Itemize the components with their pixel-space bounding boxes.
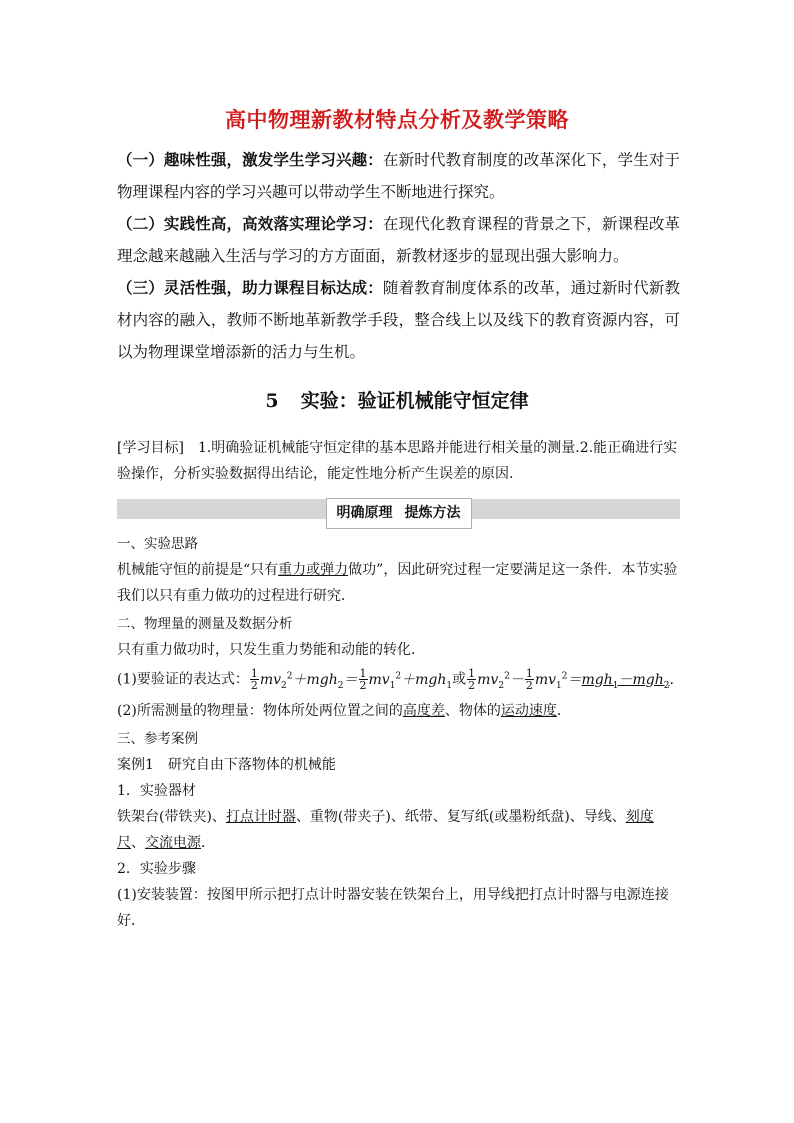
formula-expression: $\frac{1}{2}$ $mv_2^2+mgh_2=$ $\frac{1}{2}$ $mv_1^2+mgh_1$: [250, 667, 453, 693]
text-run: 、: [131, 835, 145, 852]
intro-lead: （三）灵活性强，助力课程目标达成：: [117, 279, 383, 297]
text-run: ．: [201, 835, 215, 852]
text-run: 机械能守恒的前提是“只有: [117, 562, 279, 578]
learning-goals: [117, 435, 680, 487]
heading-3: 三、参考案例: [117, 731, 198, 748]
heading-1: 一、实验思路: [117, 536, 198, 552]
intro-lead: （二）实践性高，高效落实理论学习：: [117, 215, 383, 233]
intro-lead: （一）趣味性强，激发学生学习兴趣：: [117, 151, 383, 169]
paragraph-3: [117, 698, 680, 724]
underlined-term: 重力或弹力: [278, 562, 349, 578]
formula-label: (1)要验证的表达式：: [117, 671, 249, 688]
intro-text: 随着教育制度体系的改革，通过新时代新教材内容的融入，教师不断地革新教学手段，整合线上以及线下的教育资源内容，可以为物理课堂增添新的活力与生机。: [117, 279, 680, 361]
page-title: 高中物理新教材特点分析及教学策略: [225, 108, 569, 132]
text-run: 、物体的: [444, 703, 501, 720]
section-heading: [0, 386, 794, 413]
text-run: 铁架台(带铁夹)、: [117, 809, 226, 826]
text-run: 做功”，因此研究过程一定要满足这一条件．本节实验我们以只有重力做功的过程进行研究．: [117, 562, 678, 604]
banner-label: [326, 498, 472, 529]
step-1: (1)安装装置：按图甲所示把打点计时器安装在铁架台上，用导线把打点计时器与电源连接好．: [117, 887, 669, 930]
underlined-term: 运动速度: [500, 703, 557, 720]
text-run: (2)所需测量的物理量：物体所处两位置之间的: [117, 703, 403, 720]
underlined-term: 高度差: [402, 703, 445, 720]
intro-section: [117, 144, 680, 368]
underlined-term: 交流电源: [145, 835, 201, 852]
step-heading-2: 2．实验步骤: [117, 861, 196, 878]
step-heading-1: 1．实验器材: [117, 783, 196, 800]
underlined-term: 打点计时器: [225, 809, 296, 826]
section-title-text: 实验：验证机械能守恒定律: [300, 390, 529, 412]
case-title: 案例1 研究自由下落物体的机械能: [117, 757, 336, 774]
principle-banner: [117, 499, 680, 519]
intro-item: [117, 144, 680, 208]
text-run: ．: [556, 703, 571, 720]
intro-item: [117, 272, 680, 368]
underlined-term: 刻度尺: [117, 809, 654, 852]
banner-left: 明确原理: [336, 505, 393, 521]
paragraph-1: [117, 557, 680, 609]
equipment-list: [117, 804, 680, 856]
formula-or: 或: [452, 671, 467, 688]
goals-text: 1.明确验证机械能守恒定律的基本思路并能进行相关量的测量.2.能正确进行实验操作，分析实验数据得出结论，能定性地分析产生误差的原因.: [117, 440, 678, 482]
banner-right: 提炼方法: [404, 505, 461, 521]
formula-expression-alt: $\frac{1}{2}$ $mv_2^2-$ $\frac{1}{2}$ $mv_1^2=mgh_1-mgh_2$.: [468, 667, 674, 693]
heading-2: 二、物理量的测量及数据分析: [117, 616, 293, 632]
section-number: 5: [265, 390, 279, 412]
intro-item: [117, 208, 680, 272]
lesson-body: [117, 435, 680, 934]
goals-label: [学习目标]: [117, 440, 184, 456]
formula-line: [117, 663, 680, 698]
paragraph-2: 只有重力做功时，只发生重力势能和动能的转化．: [117, 642, 425, 658]
intro-text: 在新时代教育制度的改革深化下，学生对于物理课程内容的学习兴趣可以带动学生不断地进行探究。: [117, 151, 680, 201]
intro-text: 在现代化教育课程的背景之下，新课程改革理念越来越融入生活与学习的方方面面，新教材逐步的显现出强大影响力。: [117, 215, 680, 265]
text-run: 、重物(带夹子)、纸带、复写纸(或墨粉纸盘)、导线、: [295, 809, 626, 826]
